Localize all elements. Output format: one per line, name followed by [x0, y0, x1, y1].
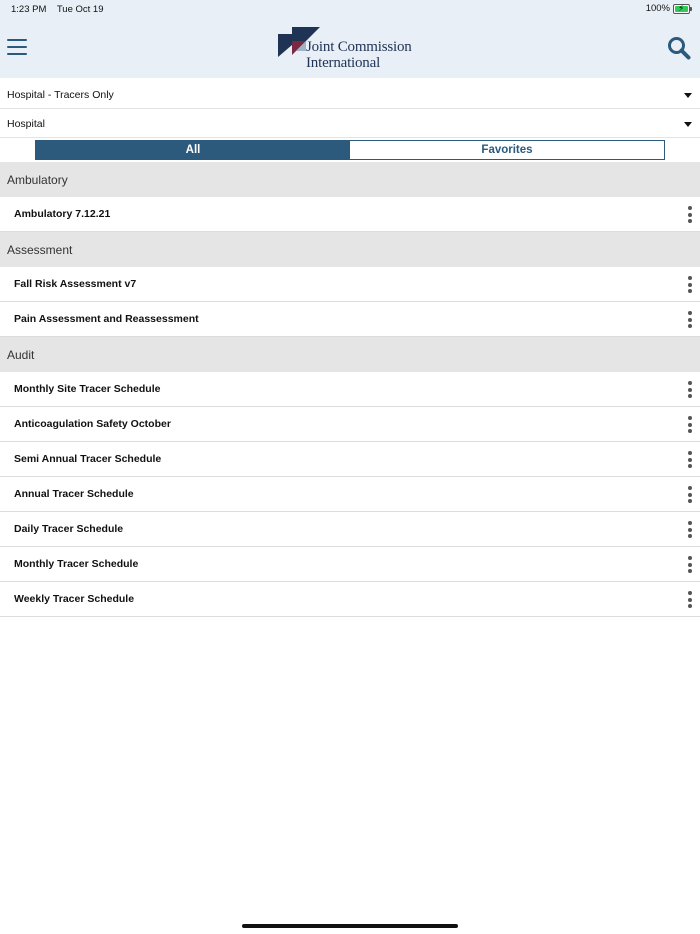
list-item[interactable]: [0, 407, 700, 442]
tracer-filter-tabs: [35, 140, 665, 160]
search-icon[interactable]: [666, 35, 692, 61]
logo-text-line2: International: [306, 55, 381, 71]
section-header-ambulatory: [0, 162, 700, 197]
section-header-audit: [0, 337, 700, 372]
more-options-icon[interactable]: [686, 381, 694, 398]
more-options-icon[interactable]: [686, 276, 694, 293]
list-item[interactable]: [0, 197, 700, 232]
section-header-assessment: [0, 232, 700, 267]
joint-commission-logo: [276, 26, 426, 72]
tracer-list: [0, 162, 700, 617]
list-item[interactable]: [0, 547, 700, 582]
logo-text-line1: Joint Commission: [306, 39, 412, 55]
more-options-icon[interactable]: [686, 486, 694, 503]
list-item[interactable]: [0, 442, 700, 477]
more-options-icon[interactable]: [686, 591, 694, 608]
list-item-label: Anticoagulation Safety October: [14, 418, 171, 430]
setting-dropdown[interactable]: [0, 109, 700, 138]
list-item-label: Monthly Site Tracer Schedule: [14, 383, 161, 395]
setting-dropdown-value: Hospital: [7, 118, 45, 130]
program-dropdown[interactable]: [0, 80, 700, 109]
list-item-label: Annual Tracer Schedule: [14, 488, 134, 500]
list-item-label: Ambulatory 7.12.21: [14, 208, 111, 220]
list-item-label: Monthly Tracer Schedule: [14, 558, 139, 570]
hamburger-menu-icon[interactable]: [6, 35, 28, 61]
more-options-icon[interactable]: [686, 416, 694, 433]
status-time-date: [11, 4, 112, 15]
section-title: Assessment: [7, 243, 73, 257]
program-dropdown-value: Hospital - Tracers Only: [7, 89, 114, 101]
list-item[interactable]: [0, 372, 700, 407]
status-time: 1:23 PM: [11, 4, 47, 15]
more-options-icon[interactable]: [686, 206, 694, 223]
caret-down-icon: [684, 122, 692, 127]
status-battery: [646, 3, 690, 14]
list-item-label: Weekly Tracer Schedule: [14, 593, 135, 605]
list-item[interactable]: [0, 477, 700, 512]
battery-icon: [673, 4, 690, 14]
more-options-icon[interactable]: [686, 311, 694, 328]
list-item[interactable]: [0, 582, 700, 617]
list-item-label: Daily Tracer Schedule: [14, 523, 124, 535]
list-item[interactable]: [0, 302, 700, 337]
list-item[interactable]: [0, 512, 700, 547]
battery-percent: 100%: [645, 3, 670, 14]
app-header: [0, 18, 700, 78]
tab-all[interactable]: All: [36, 141, 350, 159]
more-options-icon[interactable]: [686, 451, 694, 468]
charging-bolt-icon: ⚡: [678, 2, 685, 13]
status-date: Tue Oct 19: [56, 4, 104, 15]
section-title: Ambulatory: [7, 173, 68, 187]
list-item-label: Pain Assessment and Reassessment: [14, 313, 199, 325]
more-options-icon[interactable]: [686, 556, 694, 573]
home-indicator[interactable]: [242, 924, 458, 928]
tab-favorites[interactable]: Favorites: [350, 141, 664, 159]
list-item-label: Semi Annual Tracer Schedule: [14, 453, 162, 465]
list-item[interactable]: [0, 267, 700, 302]
caret-down-icon: [684, 93, 692, 98]
section-title: Audit: [7, 348, 35, 362]
list-item-label: Fall Risk Assessment v7: [14, 278, 137, 290]
status-bar: [0, 0, 700, 18]
more-options-icon[interactable]: [686, 521, 694, 538]
